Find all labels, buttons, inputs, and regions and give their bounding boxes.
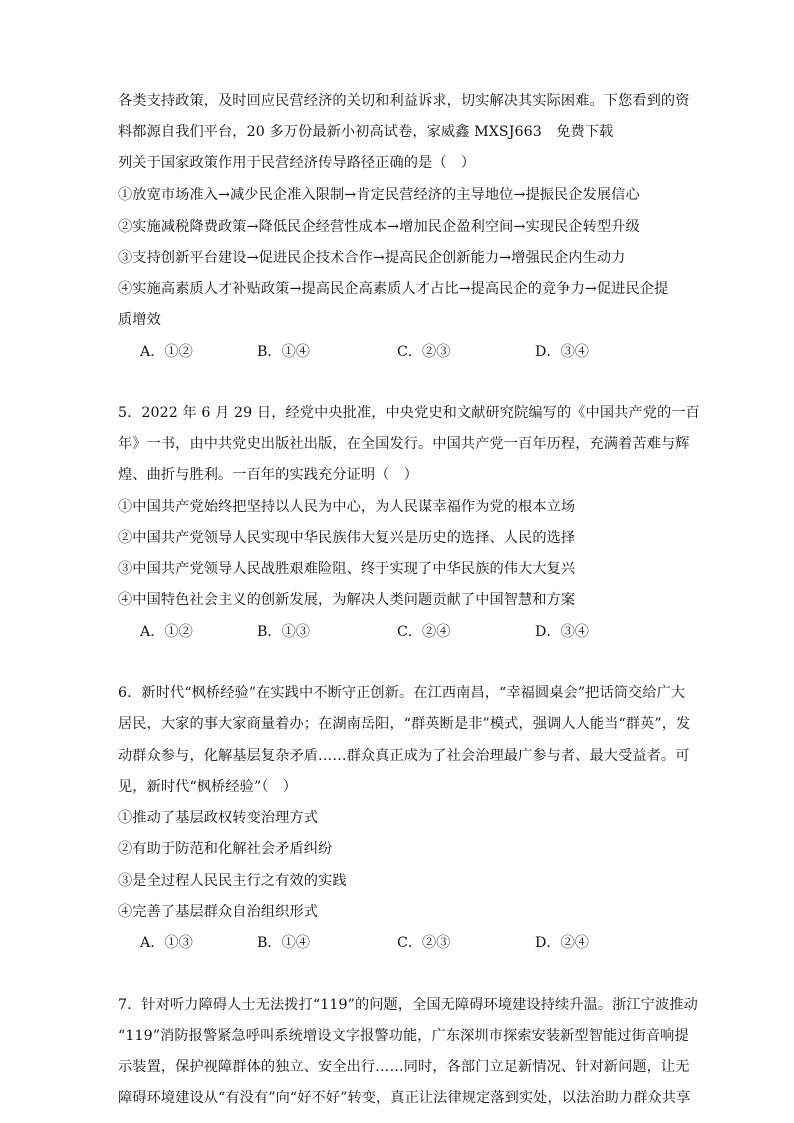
text-line: 年》一书，由中共党史出版社出版，在全国发行。中国共产党一百年历程，充满着苦难与辉 (118, 436, 690, 452)
answer-option: A．①② (140, 344, 193, 360)
text-line: ③支持创新平台建设→促进民企技术合作→提高民企创新能力→增强民企内生动力 (118, 250, 626, 266)
answer-option: A．①③ (140, 935, 193, 951)
answer-option: C．②③ (397, 935, 451, 951)
text-line: ④完善了基层群众自治组织形式 (118, 904, 319, 920)
answer-option: B．①③ (257, 624, 310, 640)
text-line: 列关于国家政策作用于民营经济传导路径正确的是（ ） (118, 155, 476, 171)
answer-option: C．②④ (397, 624, 451, 640)
text-line: ②实施减税降费政策→降低民企经营性成本→增加民企盈利空间→实现民企转型升级 (118, 219, 640, 235)
text-line: 居民，大家的事大家商量着办；在湖南岳阳，“群英断是非”模式，强调人人能当“群英”，发 (118, 716, 691, 732)
text-line: ③是全过程人民民主行之有效的实践 (118, 873, 347, 889)
text-line: 示装置，保护视障群体的独立、安全出行……同时，各部门立足新情况、针对新问题，让无 (118, 1059, 690, 1075)
text-line: 各类支持政策，及时回应民营经济的关切和利益诉求，切实解决其实际困难。下您看到的资 (118, 93, 690, 109)
text-line: ②有助于防范和化解社会矛盾纠纷 (118, 841, 333, 857)
text-line: ④实施高素质人才补贴政策→提高民企高素质人才占比→提高民企的竞争力→促进民企提 (118, 281, 669, 297)
text-line: 质增效 (118, 312, 161, 328)
text-line: 障碍环境建设从“有没有”向“好不好”转变，真正让法律规定落到实处，以法治助力群众共享 (118, 1090, 691, 1106)
text-line: ①推动了基层政权转变治理方式 (118, 810, 319, 826)
text-line: ④中国特色社会主义的创新发展，为解决人类问题贡献了中国智慧和方案 (118, 592, 576, 608)
text-line: “119”消防报警紧急呼叫系统增设文字报警功能，广东深圳市探索安装新型智能过街音响提 (118, 1028, 689, 1044)
answer-option: C．②③ (397, 344, 451, 360)
text-line: ③中国共产党领导人民战胜艰难险阻、终于实现了中华民族的伟大大复兴 (118, 561, 576, 577)
text-line: 煌、曲折与胜利。一百年的实践充分证明（ ） (118, 467, 419, 483)
text-line: ①中国共产党始终把坚持以人民为中心，为人民谋幸福作为党的根本立场 (118, 499, 576, 515)
text-line: 动群众参与，化解基层复杂矛盾……群众真正成为了社会治理最广参与者、最大受益者。可 (118, 748, 690, 764)
text-line: 见，新时代“枫桥经验”（ ） (118, 779, 298, 795)
text-line: 料都源自我们平台，20 多万份最新小初高试卷，家威鑫 MXSJ663 免费下载 (118, 124, 614, 140)
text-line: 6．新时代“枫桥经验”在实践中不断守正创新。在江西南昌，“幸福圆桌会”把话筒交给广大 (118, 685, 686, 701)
text-line: 7．针对听力障碍人士无法拨打“119”的问题，全国无障碍环境建设持续升温。浙江宁波推动 (118, 997, 698, 1013)
answer-option: D．③④ (535, 624, 589, 640)
answer-option: D．③④ (535, 344, 589, 360)
answer-option: B．①④ (257, 344, 310, 360)
answer-option: B．①④ (257, 935, 310, 951)
text-line: ②中国共产党领导人民实现中华民族伟大复兴是历史的选择、人民的选择 (118, 530, 576, 546)
text-line: 5．2022 年 6 月 29 日，经党中央批准，中央党史和文献研究院编写的《中国共产党的一百 (118, 405, 700, 421)
answer-option: D．②④ (535, 935, 589, 951)
text-line: ①放宽市场准入→减少民企准入限制→肯定民营经济的主导地位→提振民企发展信心 (118, 187, 640, 203)
answer-option: A．①② (140, 624, 193, 640)
